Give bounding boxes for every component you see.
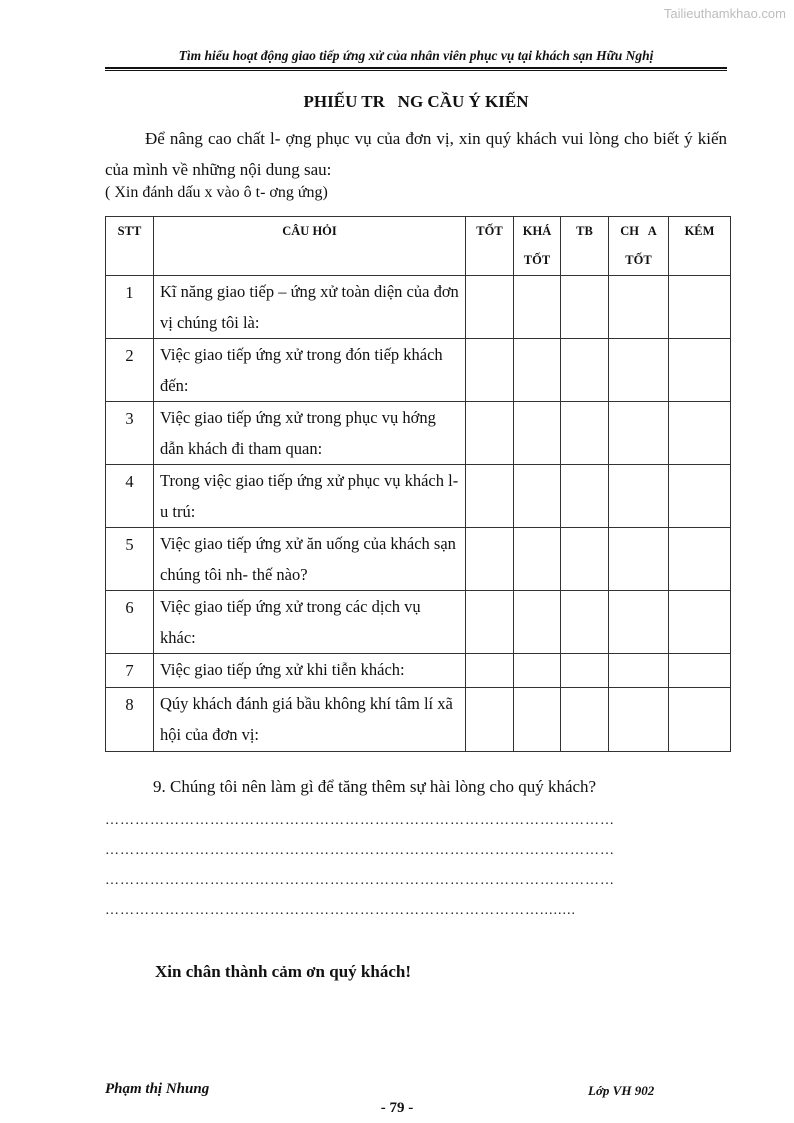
rating-cell-fairly-good[interactable] bbox=[514, 276, 561, 339]
rating-cell-not-good[interactable] bbox=[609, 654, 669, 688]
answer-line: ………………………………………………………………………………………… bbox=[105, 813, 615, 828]
answer-line: ………………………………………………………………………………………… bbox=[105, 843, 615, 858]
row-number: 7 bbox=[106, 654, 154, 688]
survey-table bbox=[105, 216, 731, 752]
rating-cell-good[interactable] bbox=[466, 339, 514, 402]
answer-line: ……………………………………………………………………………........ bbox=[105, 903, 576, 918]
rating-cell-good[interactable] bbox=[466, 276, 514, 339]
table-row bbox=[106, 528, 731, 591]
row-number: 8 bbox=[106, 688, 154, 752]
rating-cell-good[interactable] bbox=[466, 402, 514, 465]
row-question: Việc giao tiếp ứng xử ăn uống của khách sạn chúng tôi nh- thế nào? bbox=[154, 528, 466, 591]
rating-cell-fairly-good[interactable] bbox=[514, 339, 561, 402]
table-row bbox=[106, 688, 731, 752]
header-not-good: CH A TỐT bbox=[609, 217, 669, 276]
rating-cell-average[interactable] bbox=[561, 528, 609, 591]
header-fairly-good: KHÁ TỐT bbox=[514, 217, 561, 276]
rating-cell-good[interactable] bbox=[466, 465, 514, 528]
row-question: Việc giao tiếp ứng xử khi tiễn khách: bbox=[154, 654, 466, 688]
rating-cell-not-good[interactable] bbox=[609, 402, 669, 465]
rating-cell-fairly-good[interactable] bbox=[514, 528, 561, 591]
rating-cell-not-good[interactable] bbox=[609, 465, 669, 528]
table-header-row bbox=[106, 217, 731, 276]
instruction-text: ( Xin đánh dấu x vào ô t- ơng ứng) bbox=[105, 184, 328, 201]
rating-cell-fairly-good[interactable] bbox=[514, 591, 561, 654]
rating-cell-not-good[interactable] bbox=[609, 591, 669, 654]
page-number: - 79 - bbox=[380, 1100, 414, 1116]
rating-cell-poor[interactable] bbox=[669, 402, 731, 465]
rating-cell-good[interactable] bbox=[466, 654, 514, 688]
closing-thanks: Xin chân thành cảm ơn quý khách! bbox=[155, 962, 411, 981]
rating-cell-average[interactable] bbox=[561, 688, 609, 752]
question-9: 9. Chúng tôi nên làm gì để tăng thêm sự hài lòng cho quý khách? bbox=[153, 777, 597, 796]
rating-cell-not-good[interactable] bbox=[609, 528, 669, 591]
rating-cell-poor[interactable] bbox=[669, 591, 731, 654]
rating-cell-average[interactable] bbox=[561, 465, 609, 528]
table-row bbox=[106, 654, 731, 688]
row-number: 3 bbox=[106, 402, 154, 465]
footer-class: Lớp VH 902 bbox=[588, 1083, 655, 1098]
row-question: Qúy khách đánh giá bầu không khí tâm lí xã hội của đơn vị: bbox=[154, 688, 466, 752]
row-question: Trong việc giao tiếp ứng xử phục vụ khách l- u trú: bbox=[154, 465, 466, 528]
rating-cell-average[interactable] bbox=[561, 654, 609, 688]
rating-cell-good[interactable] bbox=[466, 528, 514, 591]
rating-cell-poor[interactable] bbox=[669, 528, 731, 591]
rating-cell-poor[interactable] bbox=[669, 276, 731, 339]
rating-cell-average[interactable] bbox=[561, 339, 609, 402]
rating-cell-average[interactable] bbox=[561, 591, 609, 654]
row-number: 5 bbox=[106, 528, 154, 591]
rating-cell-good[interactable] bbox=[466, 688, 514, 752]
header-good: TỐT bbox=[466, 217, 514, 276]
row-number: 4 bbox=[106, 465, 154, 528]
table-row bbox=[106, 339, 731, 402]
rating-cell-not-good[interactable] bbox=[609, 339, 669, 402]
row-number: 6 bbox=[106, 591, 154, 654]
rating-cell-fairly-good[interactable] bbox=[514, 465, 561, 528]
row-number: 1 bbox=[106, 276, 154, 339]
footer-author: Phạm thị Nhung bbox=[105, 1081, 210, 1097]
rating-cell-average[interactable] bbox=[561, 276, 609, 339]
rating-cell-fairly-good[interactable] bbox=[514, 688, 561, 752]
header-stt: STT bbox=[106, 217, 154, 276]
rating-cell-not-good[interactable] bbox=[609, 688, 669, 752]
header-rule-thin bbox=[105, 70, 727, 71]
row-number: 2 bbox=[106, 339, 154, 402]
header-poor: KÉM bbox=[669, 217, 731, 276]
rating-cell-poor[interactable] bbox=[669, 465, 731, 528]
rating-cell-not-good[interactable] bbox=[609, 276, 669, 339]
header-average: TB bbox=[561, 217, 609, 276]
rating-cell-poor[interactable] bbox=[669, 654, 731, 688]
header-rule bbox=[105, 67, 727, 69]
intro-paragraph: Để nâng cao chất l- ợng phục vụ của đơn vị, xin quý khách vui lòng cho biết ý kiến của mình về những nội dung sau: bbox=[105, 129, 727, 179]
row-question: Kĩ năng giao tiếp – ứng xử toàn diện của đơn vị chúng tôi là: bbox=[154, 276, 466, 339]
rating-cell-fairly-good[interactable] bbox=[514, 402, 561, 465]
table-row bbox=[106, 276, 731, 339]
answer-line: ………………………………………………………………………………………… bbox=[105, 873, 615, 888]
table-row bbox=[106, 591, 731, 654]
watermark: Tailieuthamkhao.com bbox=[663, 6, 786, 21]
rating-cell-fairly-good[interactable] bbox=[514, 654, 561, 688]
table-row bbox=[106, 465, 731, 528]
row-question: Việc giao tiếp ứng xử trong phục vụ hớng dẫn khách đi tham quan: bbox=[154, 402, 466, 465]
page-title: PHIẾU TR NG CẦU Ý KIẾN bbox=[303, 92, 529, 111]
header-question: CÂU HỎI bbox=[154, 217, 466, 276]
row-question: Việc giao tiếp ứng xử trong các dịch vụ khác: bbox=[154, 591, 466, 654]
rating-cell-average[interactable] bbox=[561, 402, 609, 465]
rating-cell-good[interactable] bbox=[466, 591, 514, 654]
rating-cell-poor[interactable] bbox=[669, 339, 731, 402]
row-question: Việc giao tiếp ứng xử trong đón tiếp khách đến: bbox=[154, 339, 466, 402]
running-header: Tìm hiểu hoạt động giao tiếp ứng xử của nhân viên phục vụ tại khách sạn Hữu Nghị bbox=[178, 48, 654, 63]
rating-cell-poor[interactable] bbox=[669, 688, 731, 752]
table-row bbox=[106, 402, 731, 465]
